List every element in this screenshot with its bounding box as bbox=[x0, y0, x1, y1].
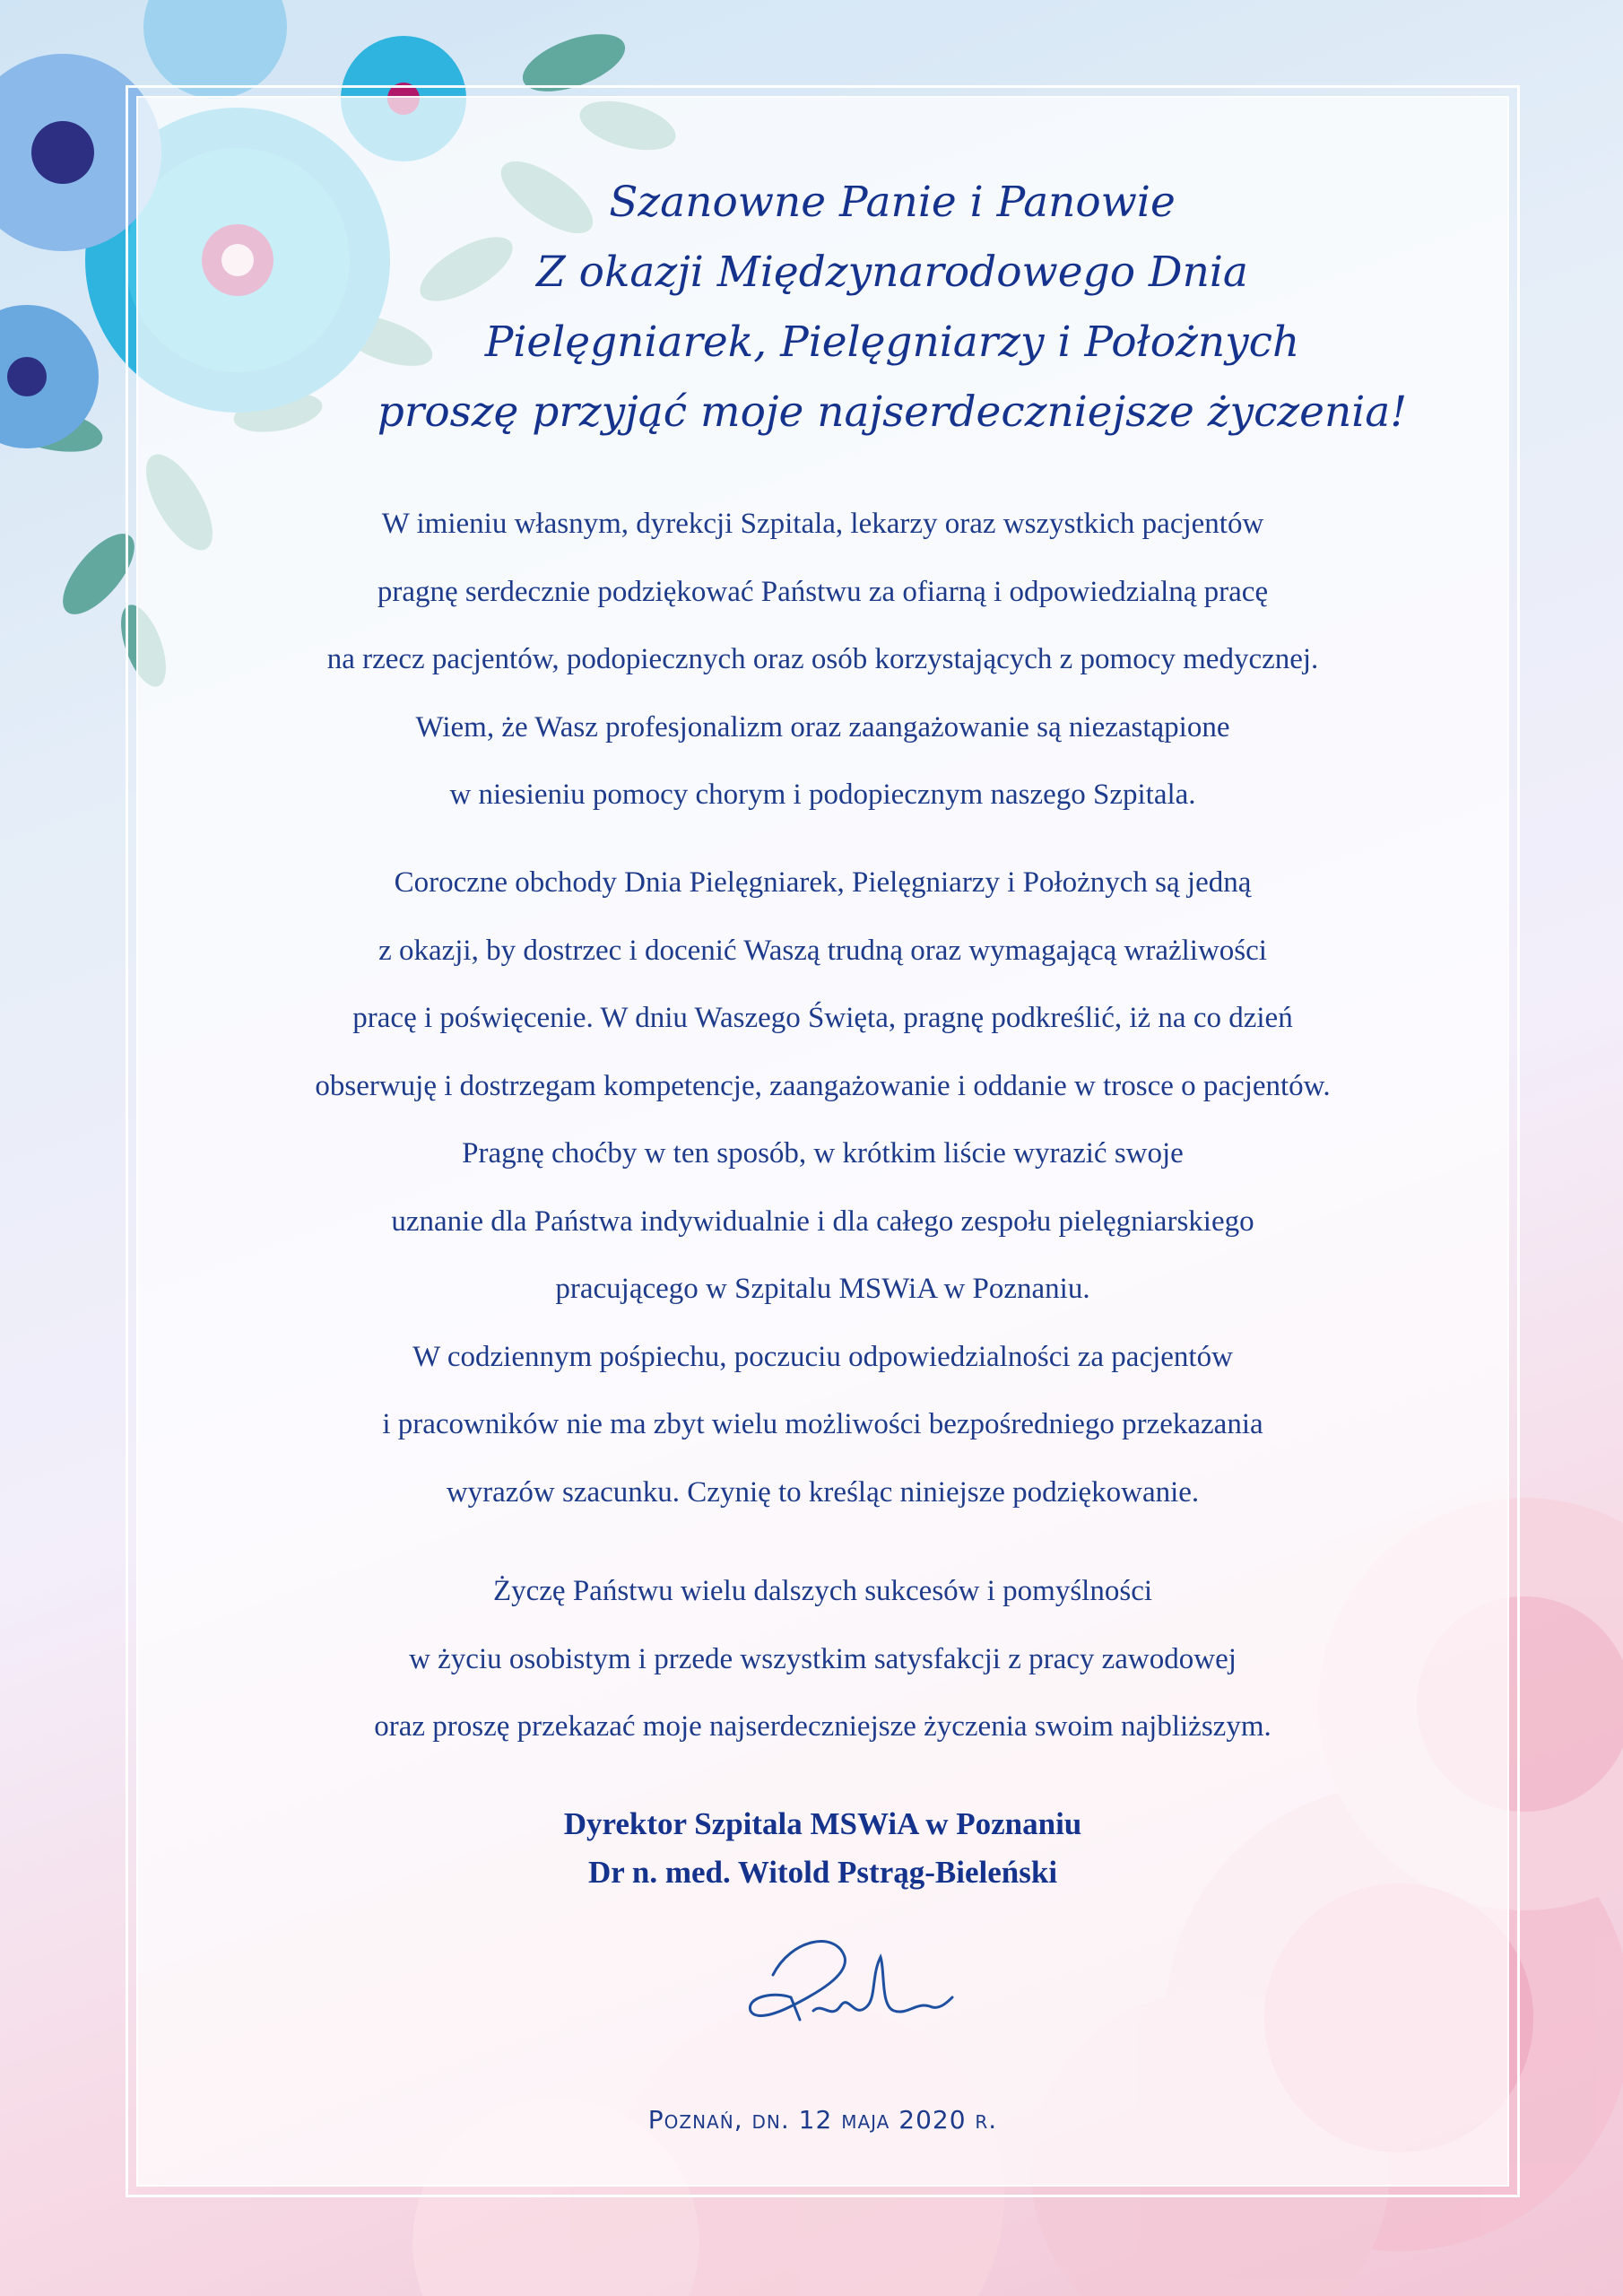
signatory-name: Dr n. med. Witold Pstrąg-Bieleński bbox=[587, 1855, 1058, 1890]
text-line: Coroczne obchody Dnia Pielęgniarek, Pielęgniarzy i Położnych są jedną bbox=[394, 866, 1252, 899]
heading-line: Z okazji Międzynarodowego Dnia bbox=[536, 248, 1248, 297]
text-line: z okazji, by dostrzec i docenić Waszą trudną oraz wymagającą wrażliwości bbox=[378, 934, 1267, 967]
text-line: W imieniu własnym, dyrekcji Szpitala, lekarzy oraz wszystkich pacjentów bbox=[381, 508, 1264, 540]
text-line: w niesieniu pomocy chorym i podopiecznym naszego Szpitala. bbox=[449, 778, 1196, 811]
place-and-date: Poznań, dn. 12 maja 2020 r. bbox=[647, 2105, 998, 2135]
text-line: Pragnę choćby w ten sposób, w krótkim liście wyrazić swoje bbox=[462, 1137, 1184, 1170]
text-line: uznanie dla Państwa indywidualnie i dla całego zespołu pielęgniarskiego bbox=[391, 1205, 1254, 1238]
text-line: na rzecz pacjentów, podopiecznych oraz osób korzystających z pomocy medycznej. bbox=[326, 643, 1319, 675]
paragraph-recognition bbox=[136, 849, 1509, 1526]
paragraph-wishes bbox=[136, 1558, 1509, 1761]
text-line: i pracowników nie ma zbyt wielu możliwości bezpośredniego przekazania bbox=[382, 1408, 1263, 1440]
text-line: W codziennym pośpiechu, poczuciu odpowiedzialności za pacjentów bbox=[412, 1340, 1233, 1373]
letter-heading bbox=[275, 168, 1509, 448]
text-line: Wiem, że Wasz profesjonalizm oraz zaangażowanie są niezastąpione bbox=[415, 710, 1230, 744]
text-line: pracę i poświęcenie. W dniu Waszego Święta, pragnę podkreślić, iż na co dzień bbox=[352, 1002, 1293, 1034]
heading-line: proszę przyjąć moje najserdeczniejsze życzenia! bbox=[377, 387, 1408, 437]
text-line: obserwuję i dostrzegam kompetencje, zaangażowanie i oddanie w trosce o pacjentów. bbox=[315, 1069, 1331, 1102]
heading-line: Pielęgniarek, Pielęgniarzy i Położnych bbox=[484, 317, 1300, 367]
text-line: oraz proszę przekazać moje najserdeczniejsze życzenia swoim najbliższym. bbox=[374, 1710, 1271, 1743]
text-line: w życiu osobistym i przede wszystkim satysfakcji z pracy zawodowej bbox=[409, 1642, 1237, 1675]
handwritten-signature bbox=[737, 1921, 961, 2047]
text-line: pracującego w Szpitalu MSWiA w Poznaniu. bbox=[555, 1273, 1090, 1305]
signatory-position: Dyrektor Szpitala MSWiA w Poznaniu bbox=[563, 1806, 1082, 1841]
text-line: Życzę Państwu wielu dalszych sukcesów i pomyślności bbox=[492, 1575, 1153, 1607]
signature-block bbox=[136, 1800, 1509, 1897]
heading-line: Szanowne Panie i Panowie bbox=[609, 178, 1176, 227]
text-line: wyrazów szacunku. Czynię to kreśląc niniejsze podziękowanie. bbox=[446, 1475, 1200, 1509]
paragraph-gratitude bbox=[136, 491, 1509, 830]
letter bbox=[136, 96, 1509, 2187]
text-line: pragnę serdecznie podziękować Państwu za ofiarną i odpowiedzialną pracę bbox=[377, 575, 1269, 608]
